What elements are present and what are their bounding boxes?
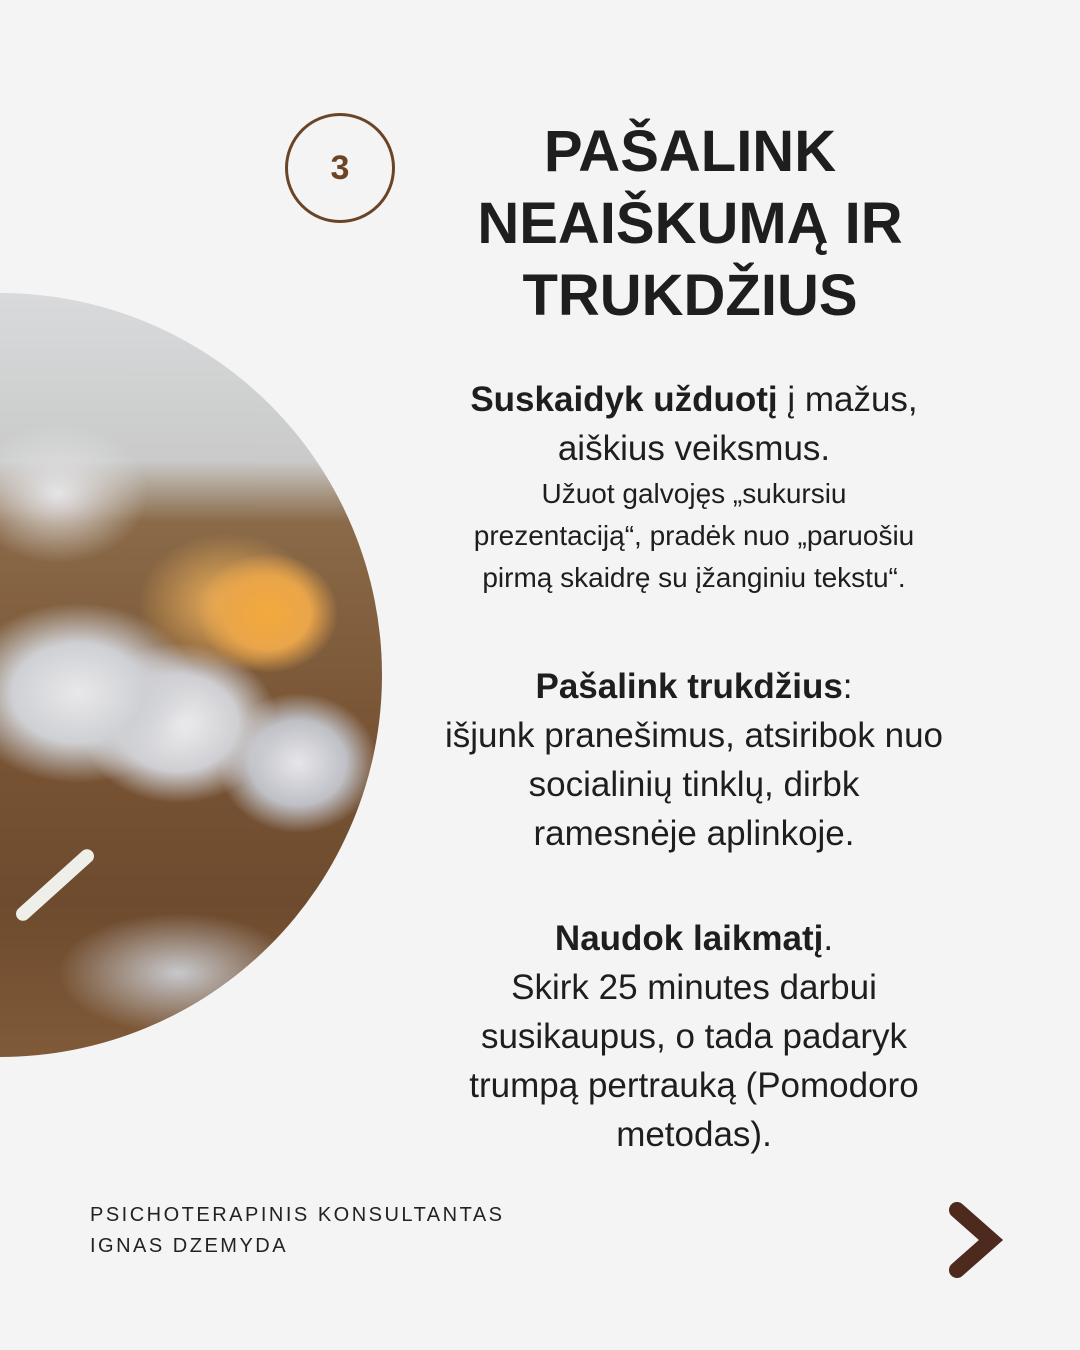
- title-line: PAŠALINK: [543, 119, 837, 184]
- tip-heading-bold: Pašalink trukdžius: [535, 667, 843, 706]
- tip-heading-line2: aiškius veiksmus.: [557, 429, 831, 468]
- page-title: [400, 116, 980, 332]
- chevron-right-icon: [945, 1200, 1005, 1280]
- author-footer: [90, 1200, 505, 1262]
- pen-shape: [13, 846, 97, 923]
- tip-remove-distractions: [388, 662, 1000, 858]
- tip-body-line: prezentaciją“, pradėk nuo „paruošiu: [473, 520, 915, 551]
- tip-body-line: išjunk pranešimus, atsiribok nuo: [444, 716, 943, 755]
- tip-body-line: Skirk 25 minutes darbui: [511, 968, 877, 1007]
- tip-body-line: trumpą pertrauką (Pomodoro: [469, 1066, 919, 1105]
- step-number-badge: [285, 113, 395, 223]
- tip-heading-bold: Suskaidyk užduotį: [470, 380, 778, 419]
- tip-body-line: susikaupus, o tada padaryk: [480, 1017, 908, 1056]
- tip-use-timer: [388, 914, 1000, 1159]
- tip-body-line: socialinių tinklų, dirbk: [528, 765, 860, 804]
- tip-body-line: metodas).: [616, 1115, 772, 1154]
- tip-heading-bold: Naudok laikmatį: [554, 919, 824, 958]
- tip-heading: [388, 662, 1000, 711]
- tip-heading: [388, 375, 1000, 424]
- tip-heading-rest: :: [842, 667, 853, 706]
- title-line: TRUKDŽIUS: [522, 263, 858, 328]
- author-name: IGNAS DZEMYDA: [90, 1235, 289, 1257]
- tip-heading: [388, 914, 1000, 963]
- tip-heading-rest: į mažus,: [777, 380, 918, 419]
- author-title: PSICHOTERAPINIS KONSULTANTAS: [90, 1204, 505, 1226]
- crumpled-paper-photo: [0, 293, 382, 1057]
- title-line: NEAIŠKUMĄ IR: [477, 191, 903, 256]
- tip-split-task: [388, 375, 1000, 599]
- tip-body-line: ramesnėje aplinkoje.: [533, 814, 855, 853]
- step-number: 3: [330, 148, 350, 187]
- next-slide-button[interactable]: [945, 1200, 1005, 1280]
- tip-body-line: pirmą skaidrę su įžanginiu tekstu“.: [482, 562, 906, 593]
- tip-heading-rest: .: [823, 919, 834, 958]
- tip-body-line: Užuot galvojęs „sukursiu: [541, 478, 847, 509]
